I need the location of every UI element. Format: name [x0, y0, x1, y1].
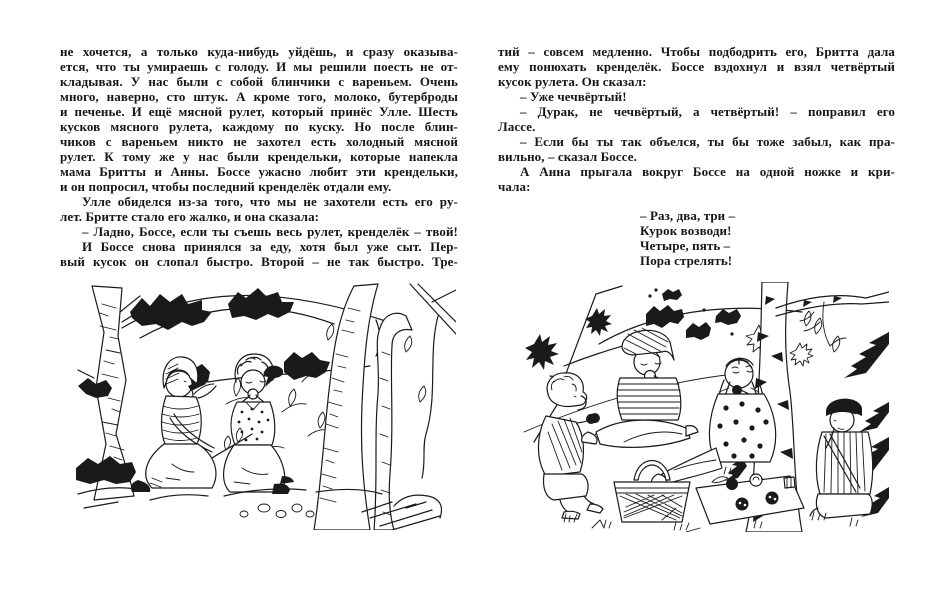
text-line: тий – совсем медленно. Чтобы подбодрить его, Бритта дала — [498, 44, 895, 59]
text-line: чиков с вареньем никто не захотел есть холодный мясной — [60, 134, 458, 149]
right-page — [498, 44, 895, 590]
text-line: вый кусок он слопал быстро. Второй – не так быстро. Тре- — [60, 254, 458, 269]
right-page-text — [498, 44, 895, 268]
small-boy-crouching — [539, 373, 604, 519]
text-line: Улле обиделся из-за того, что мы не захотели есть его ру- — [82, 194, 458, 209]
text-line: – Дурак, не чечвёртый, а четвёртый! – поправил его — [520, 104, 895, 119]
text-line: кусков мясного рулета, каждому по куску. Но после блин- — [60, 119, 458, 134]
poem-line: – Раз, два, три – — [640, 208, 736, 223]
poem-line: Четыре, пять – — [640, 238, 731, 253]
text-line: вильно, – сказал Боссе. — [498, 149, 637, 164]
text-line: ему понюхать кренделёк. Боссе вздохнул и взял четвёртый — [498, 59, 895, 74]
text-line: чала: — [498, 179, 531, 194]
boy-with-cap — [810, 399, 873, 518]
text-line: ется, что ты умираешь с голоду. И мы решили поесть не от- — [60, 59, 458, 74]
text-line: лет. Бритте стало его жалко, и она сказала: — [60, 209, 320, 224]
text-line: – Уже чечвёртый! — [520, 89, 627, 104]
picnic-children-illustration — [504, 282, 889, 532]
text-line: рулет. К тому же у нас были крендельки, которые напекла — [60, 149, 458, 164]
poem-line: Пора стрелять! — [640, 253, 733, 268]
forest-children-illustration — [76, 282, 456, 530]
text-line: И Боссе снова принялся за еду, хотя был уже сыт. Пер- — [82, 239, 458, 254]
boy-cross-legged — [582, 328, 698, 447]
text-line: кладывая. У нас были с собой блинчики с вареньем. Очень — [60, 74, 458, 89]
text-line: Лассе. — [498, 119, 536, 134]
text-line: – Если бы ты так объелся, ты бы тоже забыл, как пра- — [520, 134, 895, 149]
poem-line: Курок возводи! — [640, 223, 732, 238]
text-line: не хочется, а только куда-нибудь уйдёшь, и сразу оказыва- — [60, 44, 458, 59]
birch-trunks — [314, 284, 412, 530]
left-page-text — [60, 44, 458, 269]
text-line: – Ладно, Боссе, если ты съешь весь рулет, кренделёк – твой! — [82, 224, 458, 239]
text-line: кусок рулета. Он сказал: — [498, 74, 647, 89]
text-line: много, наверно, сто штук. А кроме того, молоко, бутерброды — [60, 89, 458, 104]
text-line: мама Бритты и Анны. Боссе ужасно любит эти крендельки, — [60, 164, 458, 179]
left-page — [60, 44, 458, 590]
text-line: и он попросил, чтобы последний кренделёк отдали ему. — [60, 179, 392, 194]
text-line: и печенье. И ещё мясной рулет, который принёс Улле. Шесть — [60, 104, 458, 119]
text-line: А Анна прыгала вокруг Боссе на одной ножке и кри- — [520, 164, 895, 179]
